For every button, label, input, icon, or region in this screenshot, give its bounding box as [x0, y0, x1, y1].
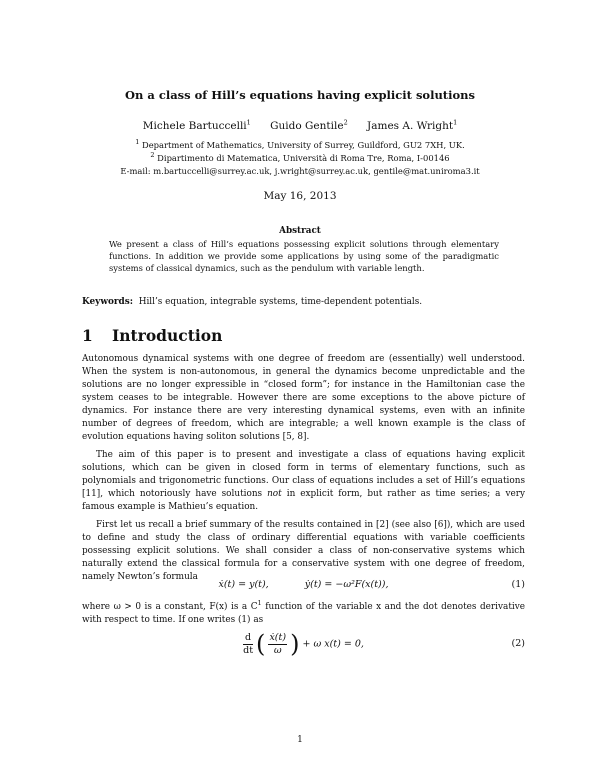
keywords-label: Keywords: [82, 297, 134, 307]
author-emails: E-mail: m.bartuccelli@surrey.ac.uk, j.wright@surrey.ac.uk, gentile@mat.uniroma3.it [120, 166, 480, 176]
page-number: 1 [297, 735, 303, 745]
author: Guido Gentile$^2$ [270, 118, 348, 132]
paragraph: The aim of this paper is to present and investigate a class of equations having explicit solutions, which can be given in closed form in terms of elementary functions, such as polynomials and trigonometric functions. Our class of equations includes a set of Hill’s equations [11], which notoriously have solutions not in explicit form, but rather as time series; a very famous example is Mathieu’s equation. [82, 450, 525, 512]
keywords-text: Hill’s equation, integrable systems, time-dependent potentials. [138, 297, 423, 307]
author-list [0, 120, 600, 132]
paper-page: On a class of Hill’s equations having explicit solutions Michele Bartuccelli$^1$ Guido Gentile$^2$ James A. Wright$^1$ $^1$ Department of Mathematics, University of Surrey, Guildford, GU2 7XH, UK. $^2$ Dipartimento di Matematica, Università di Roma Tre, Roma, I-00146 E-mail: m.bartuccelli@surrey.ac.uk, j.wright@surrey.ac.uk, gentile@mat.uniroma3.it May 16, 2013 Abstract We present a class of Hill’s equations possessing explicit solutions through elementary functions. In addition we provide some applications by using some of the paradigmatic systems of classical dynamics, such as the pendulum with variable length. Keywords: Hill’s equation, integrable systems, time-dependent potentials. 1 Introduction Autonomous dynamical systems with one degree of freedom are (essentially) well understood. When the system is non-autonomous, in general the dynamics become unpredictable and the solutions are no longer expressible in “closed form”; for instance in the Hamiltonian case the system ceases to be integrable. However there are some exceptions to the above picture of dynamics. For instance there are very interesting dynamical systems, even with an infinite number of degrees of freedom, which are integrable; a well known example is the class of evolution equations having soliton solutions [5, 8]. The aim of this paper is to present and investigate a class of equations having explicit solutions, which can be given in closed form in terms of elementary functions, such as polynomials and trigonometric functions. Our class of equations includes a set of Hill’s equations [11], which notoriously have solutions not in explicit form, but rather as time series; a very famous example is Mathieu’s equation. First let us recall a brief summary of the results contained in [2] (see also [6]), which are used to define and study the class of ordinary differential equations with variable coefficients possessing explicit solutions. We shall consider a class of non-conservative systems which naturally extend the classical formula for a conservative system with one degree of freedom, namely Newton’s formula ẋ(t) = y(t), ẏ(t) = −ω²F(x(t)), (1) where ω > 0 is a constant, F(x) is a $C^1$ function of the variable x and the dot denotes derivative with respect to time. If one writes (1) as $\frac{d}{dt}$ ( $\frac{\text{ẋ(t)}}{\omega}$ ) + ω x(t) = 0, (2) 1 [0, 0, 600, 776]
section-title: Introduction [112, 326, 223, 345]
section-number: 1 [82, 326, 93, 345]
keywords [82, 297, 522, 307]
author: Michele Bartuccelli$^1$ [142, 118, 251, 132]
paragraph: Autonomous dynamical systems with one degree of freedom are (essentially) well understood. When the system is non-autonomous, in general the dynamics become unpredictable and the solutions are no longer expressible in “closed form”; for instance in the Hamiltonian case the system ceases to be integrable. However there are some exceptions to the above picture of dynamics. For instance there are very interesting dynamical systems, even with an infinite number of degrees of freedom, which are integrable; a well known example is the class of evolution equations having soliton solutions [5, 8]. [82, 354, 525, 442]
abstract-text: We present a class of Hill’s equations possessing explicit solutions through elementary functions. In addition we provide some applications by using some of the paradigmatic systems of classical dynamics, such as the pendulum with variable length. [109, 239, 499, 274]
abstract-heading: Abstract [279, 226, 321, 236]
affiliation: $^1$ Department of Mathematics, University of Surrey, Guildford, GU2 7XH, UK. [135, 138, 465, 150]
equation-number: (2) [511, 638, 525, 649]
equation-number: (1) [511, 579, 525, 590]
paper-title: On a class of Hill’s equations having explicit solutions [124, 88, 475, 102]
paper-date: May 16, 2013 [263, 190, 337, 202]
paragraph: First let us recall a brief summary of the results contained in [2] (see also [6]), which are used to define and study the class of ordinary differential equations with variable coefficients possessing explicit solutions. We shall consider a class of non-conservative systems which naturally extend the classical formula for a conservative system with one degree of freedom, namely Newton’s formula [82, 520, 525, 582]
author: James A. Wright$^1$ [367, 118, 458, 132]
affiliation: $^2$ Dipartimento di Matematica, Università di Roma Tre, Roma, I-00146 [150, 151, 450, 163]
equation-2: $\frac{d}{dt}$ ( $\frac{\text{ẋ(t)}}{\omega}$ ) + ω x(t) = 0, (2) [243, 630, 525, 658]
paragraph: where ω > 0 is a constant, F(x) is a $C^1$ function of the variable x and the dot denotes derivative with respect to time. If one writes (1) as [82, 599, 525, 625]
section-heading [82, 326, 222, 345]
